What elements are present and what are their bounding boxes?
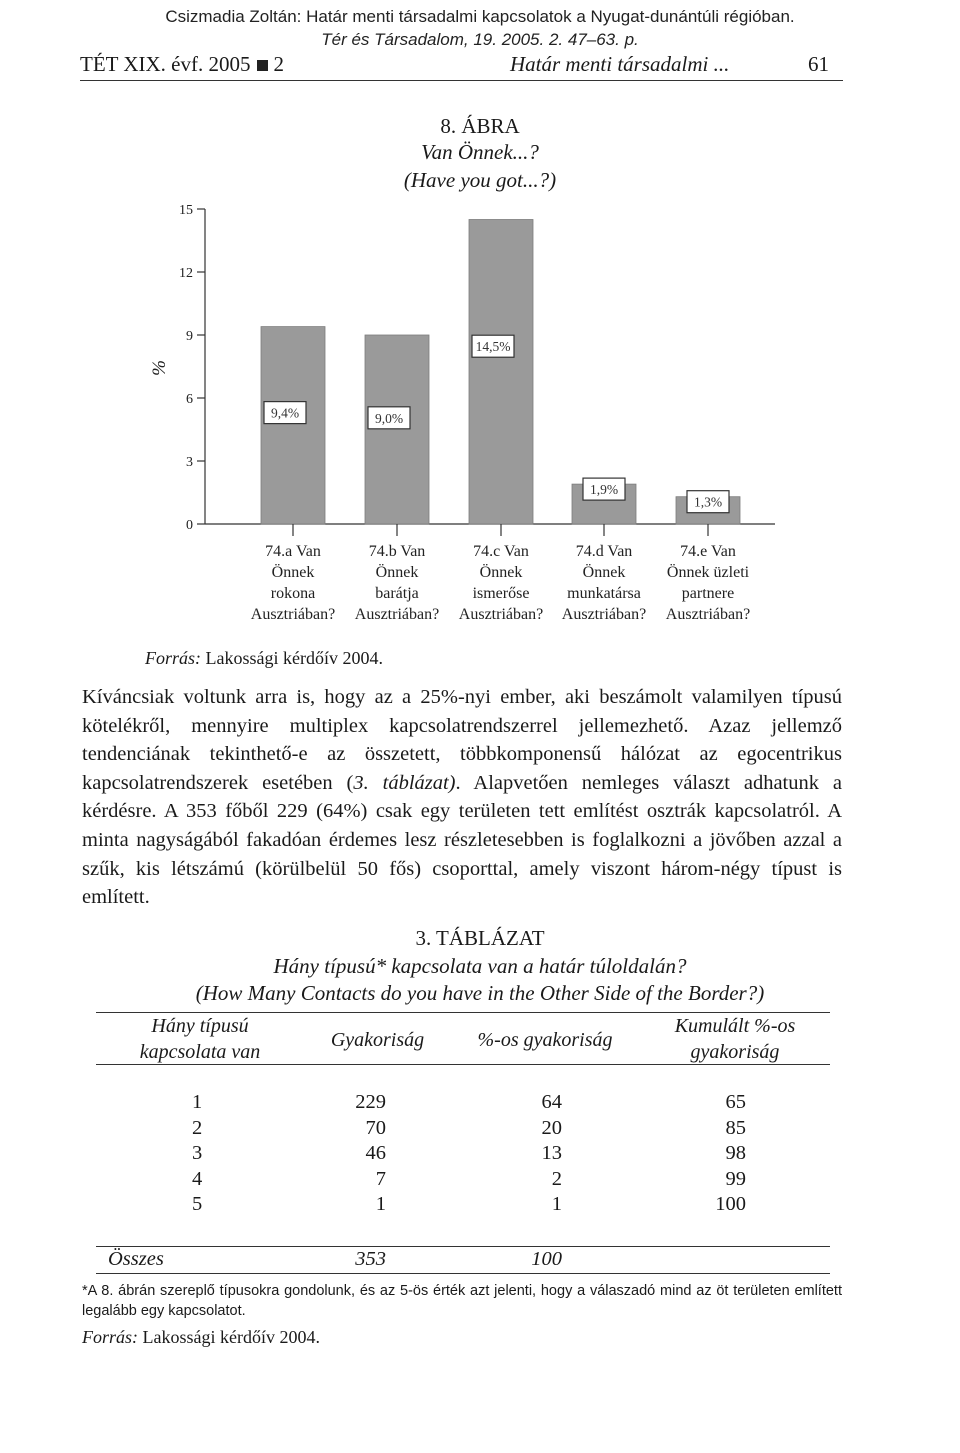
page-number: 61 (808, 52, 829, 76)
table-cell: 4 (192, 1167, 203, 1190)
table-footnote: *A 8. ábrán szereplő típusokra gondolunk, és az 5-ös érték azt jelenti, hogy a válaszadó mind az öt területen említett legalább egy kapcsolatot. (82, 1283, 842, 1319)
table-cell: 46 (365, 1142, 386, 1164)
square-bullet-icon (257, 60, 268, 71)
y-tick-label: 12 (179, 266, 193, 281)
running-head-title: Határ menti társadalmi ... (510, 52, 730, 76)
table-reference: 3. táblázat) (353, 771, 456, 794)
y-tick-label: 6 (186, 392, 193, 407)
table-title-hu: Hány típusú* kapcsolata van a határ túloldalán? (273, 954, 687, 978)
figure-source-label: Forrás: (145, 648, 202, 668)
table-source (82, 1327, 320, 1348)
bar (469, 220, 533, 525)
y-tick-label: 9 (186, 329, 193, 344)
table-title-en: (How Many Contacts do you have in the Other Side of the Border?) (195, 981, 765, 1005)
running-head-left (80, 52, 284, 77)
category-label: Ausztriában? (665, 606, 751, 623)
table-header-col4-line2: gyakoriság (690, 1041, 780, 1063)
y-tick-label: 0 (186, 518, 193, 533)
category-label: Önnek (582, 564, 626, 581)
table-cell: 1 (551, 1193, 562, 1215)
category-label: barátja (375, 585, 419, 602)
table-number: 3. TÁBLÁZAT (415, 926, 545, 950)
category-label: Ausztriában? (561, 606, 647, 623)
table-total-rule (96, 1246, 830, 1247)
figure-title-hu: Van Önnek...? (421, 140, 539, 164)
bar-chart (0, 190, 960, 640)
category-label: ismerőse (472, 585, 530, 602)
data-label: 1,3% (693, 494, 723, 510)
category-label: 74.a Van (265, 543, 321, 560)
category-label: Önnek (375, 564, 419, 581)
figure-source-text: Lakossági kérdőív 2004. (205, 648, 383, 668)
table-cell: 1 (192, 1091, 203, 1113)
table-cell: 5 (192, 1193, 203, 1215)
table-header-col1-line1: Hány típusú (151, 1015, 249, 1037)
data-label: 14,5% (475, 339, 511, 355)
y-tick-label: 15 (179, 203, 193, 218)
table-source-label: Forrás: (82, 1327, 139, 1347)
body-paragraph (82, 683, 842, 912)
table-cell: 13 (541, 1142, 562, 1164)
figure-title-en: (Have you got...?) (403, 168, 557, 192)
table-cell: 20 (541, 1116, 562, 1139)
category-label: munkatársa (567, 585, 641, 602)
table-header-rule (96, 1064, 830, 1065)
table-header-col4-line1: Kumulált %-os (674, 1015, 796, 1037)
table-header-col1-line2: kapcsolata van (139, 1041, 261, 1063)
table-cell: 70 (365, 1116, 386, 1139)
data-label: 1,9% (589, 482, 619, 498)
table-cell: 65 (725, 1091, 746, 1113)
y-tick-label: 3 (186, 455, 193, 470)
table-bottom-rule (96, 1273, 830, 1274)
category-label: Ausztriában? (354, 606, 440, 623)
table-cell: 98 (725, 1142, 746, 1164)
category-label: Önnek üzleti (666, 564, 750, 581)
y-axis-label: % (149, 360, 170, 376)
table-cell: 1 (375, 1193, 386, 1215)
table-header-col1 (110, 1013, 290, 1065)
bar (261, 327, 325, 524)
category-label: Ausztriában? (458, 606, 544, 623)
total-label: Összes (108, 1248, 164, 1270)
table-cell: 100 (715, 1193, 746, 1215)
figure-number: 8. ÁBRA (440, 114, 520, 138)
citation-line-2: Tér és Társadalom, 19. 2005. 2. 47–63. p. (321, 30, 639, 49)
table-cell: 7 (375, 1167, 386, 1190)
category-label: 74.e Van (680, 543, 736, 560)
total-percent: 100 (531, 1248, 562, 1270)
category-label: 74.d Van (575, 543, 633, 560)
table-header-col3: %-os gyakoriság (477, 1029, 613, 1051)
issue-number: 2 (273, 52, 284, 76)
data-label: 9,0% (374, 410, 404, 426)
table-cell: 99 (725, 1167, 746, 1190)
table-cell: 2 (551, 1167, 562, 1190)
table-cell: 64 (541, 1091, 562, 1113)
table-cell: 229 (355, 1091, 386, 1113)
paragraph-part-2: . Alapvetően nemleges választ adhatunk a kérdésre. A 353 főből 229 (64%) csak egy területen tett említést osztrák kapcsolatról. A minta nagyságából fakadóan érdemes lesz részletesebben is foglalkozni a jövőben azzal a szűk, kis létszámú (körülbelül 50 fős) csoporttal, amely viszont három-négy típust is említett. (82, 771, 842, 909)
journal-name: TÉT XIX. évf. 2005 (80, 52, 251, 76)
data-label: 9,4% (270, 405, 300, 421)
table-cell: 3 (192, 1142, 203, 1164)
table-source-text: Lakossági kérdőív 2004. (142, 1327, 320, 1347)
paragraph-part-1: Kíváncsiak voltunk arra is, hogy az a 25%-nyi ember, aki beszámolt valamilyen típusú kötelékről, mennyire multiplex kapcsolatrendszerrel jellemezhető. Azaz jellemző tendenciának tekinthető-e az összetett, többkomponensű hálózat az egocentrikus kapcsolatrendszerek esetében ( (82, 686, 842, 794)
category-label: partnere (681, 585, 735, 602)
category-label: rokona (270, 585, 316, 602)
bar (365, 335, 429, 524)
category-label: 74.b Van (368, 543, 426, 560)
category-label: Önnek (479, 564, 523, 581)
running-head (80, 50, 843, 81)
table-cell: 2 (192, 1116, 203, 1139)
table-header-col4 (640, 1013, 830, 1065)
table-cell: 85 (725, 1116, 746, 1139)
figure-source (145, 648, 383, 669)
table-header-col2: Gyakoriság (330, 1029, 425, 1051)
total-frequency: 353 (355, 1248, 386, 1270)
category-label: Önnek (271, 564, 315, 581)
category-label: 74.c Van (473, 543, 529, 560)
citation-line-1: Csizmadia Zoltán: Határ menti társadalmi kapcsolatok a Nyugat-dunántúli régióban. (165, 7, 795, 26)
category-label: Ausztriában? (250, 606, 336, 623)
